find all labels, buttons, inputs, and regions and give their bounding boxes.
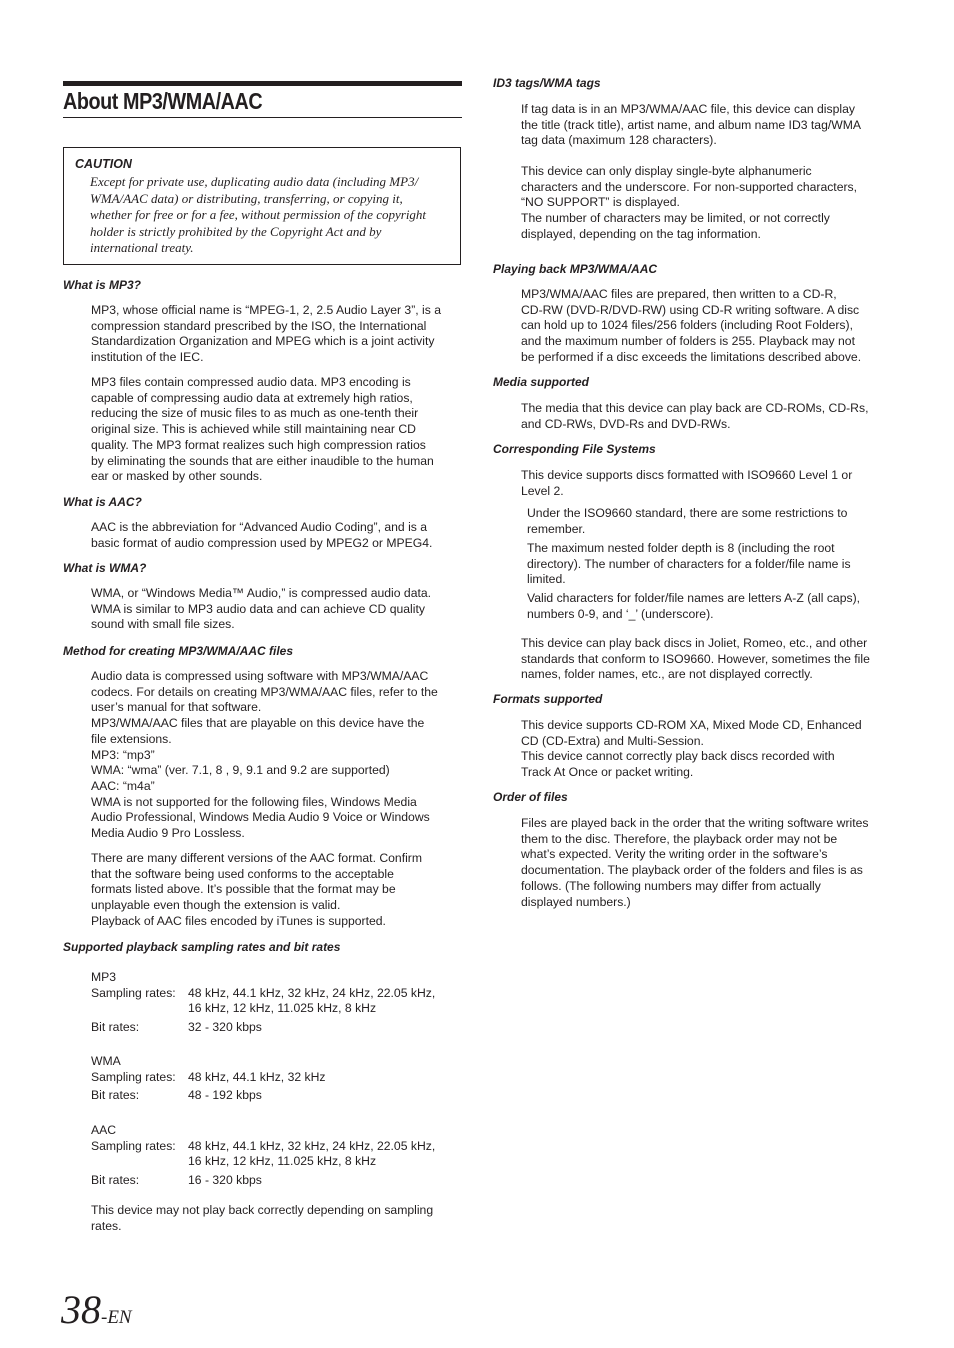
heading-what-is-mp3: What is MP3? [63, 278, 142, 292]
text-line: MP3/WMA/AAC files that are playable on this device have the [91, 716, 425, 731]
text-line: If tag data is in an MP3/WMA/AAC file, this device can display [521, 102, 855, 116]
text-line: MP3, whose official name is “MPEG-1, 2, 2.5 Audio Layer 3”, is a [91, 303, 441, 317]
text-line: Files are played back in the order that the writing software writes [521, 816, 869, 830]
heading-what-is-aac: What is AAC? [63, 495, 142, 509]
text-line: international treaty. [90, 240, 194, 256]
rates-aac-block [91, 1123, 466, 1189]
heading-media-supported: Media supported [493, 375, 590, 389]
text-line: whether for free or for a fee, without permission of the copyright [90, 207, 427, 223]
heading-playing-back: Playing back MP3/WMA/AAC [493, 262, 658, 276]
text-line: and the maximum number of folders is 255. Playback may not [521, 334, 855, 349]
text-line: This device can only display single-byte alphanumeric [521, 164, 812, 178]
text-line: limited. [527, 572, 566, 587]
heading-method: Method for creating MP3/WMA/AAC files [63, 644, 294, 658]
text-line: WMA: “wma” (ver. 7.1, 8 , 9, 9.1 and 9.2 are supported) [91, 763, 390, 778]
text-line: MP3: “mp3” [91, 747, 155, 762]
text-line: This device cannot correctly play back discs recorded with [521, 749, 835, 764]
text-line: Media Audio 9 Pro Lossless. [91, 826, 245, 841]
text-line: unplayable even though the extension is valid. [91, 898, 341, 913]
method-paragraph-2 [91, 851, 466, 930]
text-line: and CD-RWs, DVD-Rs and DVD-RWs. [521, 416, 731, 431]
mp3-sampling-rates: 48 kHz, 44.1 kHz, 32 kHz, 24 kHz, 22.05 kHz, [188, 985, 436, 1000]
heading-id3-tags: ID3 tags/WMA tags [493, 76, 601, 90]
text-line: This device supports CD-ROM XA, Mixed Mode CD, Enhanced [521, 718, 862, 732]
text-line: rates. [91, 1218, 122, 1233]
text-line: holder is strictly prohibited by the Copyright Act and by [90, 223, 382, 239]
caution-box [63, 147, 461, 265]
method-paragraph-1 [91, 669, 466, 842]
text-line: Level 2. [521, 483, 564, 498]
bit-label: Bit rates: [91, 1088, 140, 1103]
text-line: quality. The MP3 format realizes such high compression ratios [91, 437, 426, 452]
text-line: basic format of audio compression used by MPEG2 or MPEG4. [91, 535, 433, 550]
text-line: This device supports discs formatted with ISO9660 Level 1 or [521, 468, 853, 482]
text-line: displayed numbers.) [521, 894, 631, 909]
text-line: codecs. For details on creating MP3/WMA/AAC files, refer to the [91, 684, 438, 699]
text-line: them to the disc. Therefore, the playback order may not be [521, 831, 838, 846]
text-line: original size. This is achieved while still maintaining near CD [91, 422, 416, 437]
playing-paragraph [521, 287, 896, 366]
text-line: documentation. The playback order of the folders and files is as [521, 863, 863, 878]
text-line: “NO SUPPORT” is displayed. [521, 195, 680, 210]
text-line: There are many different versions of the AAC format. Confirm [91, 851, 423, 865]
filesystems-bullet-1 [527, 506, 897, 537]
rates-mp3-block [91, 970, 466, 1036]
text-line: The number of characters may be limited, or not correctly [521, 211, 830, 226]
text-line: user’s manual for that software. [91, 700, 262, 715]
text-line: be performed if a disc exceeds the limitations described above. [521, 349, 862, 364]
filesystems-bullet-3 [527, 591, 897, 622]
text-line: compression standard prescribed by the ISO, the International [91, 318, 427, 333]
heading-file-systems: Corresponding File Systems [493, 442, 656, 456]
text-line: numbers 0-9, and ‘_’ (underscore). [527, 606, 714, 621]
wma-paragraph [91, 586, 466, 633]
text-line: The media that this device can play back are CD-ROMs, CD-Rs, [521, 401, 869, 415]
page-number-suffix: -EN [101, 1307, 132, 1328]
page-number-value: 38 [61, 1287, 101, 1332]
formats-paragraph [521, 718, 896, 781]
text-line: WMA is similar to MP3 audio data and can achieve CD quality [91, 601, 425, 616]
text-line: can hold up to 1024 files/256 folders (including Root Folders), [521, 318, 853, 333]
text-line: file extensions. [91, 731, 172, 746]
sampling-label: Sampling rates: [91, 1069, 176, 1084]
text-line: WMA/AAC data) or distributing, transferring, or copying it, [90, 190, 403, 206]
text-line: that the software being used conforms to the acceptable [91, 866, 394, 881]
text-line: institution of the IEC. [91, 350, 204, 365]
text-line: Audio data is compressed using software with MP3/WMA/AAC [91, 669, 429, 683]
text-line: by eliminating the sounds that are either inaudible to the human [91, 453, 434, 468]
text-line: Standardization Organization and MPEG which is a joint activity [91, 334, 435, 349]
text-line: Except for private use, duplicating audio data (including MP3/ [90, 174, 419, 189]
text-line: AAC is the abbreviation for “Advanced Audio Coding”, and is a [91, 520, 428, 534]
filesystems-paragraph-2 [521, 636, 896, 683]
wma-sampling-rates: 48 kHz, 44.1 kHz, 32 kHz [188, 1069, 326, 1084]
text-line: characters and the underscore. For non-supported characters, [521, 179, 858, 194]
text-line: Track At Once or packet writing. [521, 765, 694, 780]
title-rule [63, 117, 462, 118]
caution-text [90, 174, 454, 257]
text-line: CD (CD-Extra) and Multi-Session. [521, 733, 704, 748]
rates-wma-block [91, 1054, 466, 1104]
page-number [61, 1286, 132, 1342]
caution-label: CAUTION [75, 157, 132, 171]
wma-bit-rates: 48 - 192 kbps [188, 1088, 262, 1103]
text-line: Playback of AAC files encoded by iTunes is supported. [91, 913, 386, 928]
text-line: remember. [527, 521, 586, 536]
text-line: Under the ISO9660 standard, there are some restrictions to [527, 506, 848, 520]
mp3-bit-rates: 32 - 320 kbps [188, 1020, 262, 1035]
heading-order-of-files: Order of files [493, 790, 568, 804]
aac-sampling-rates-cont: 16 kHz, 12 kHz, 11.025 kHz, 8 kHz [188, 1154, 377, 1169]
order-paragraph [521, 816, 896, 910]
text-line: displayed, depending on the tag information. [521, 226, 761, 241]
text-line: WMA is not supported for the following files, Windows Media [91, 794, 417, 809]
text-line: capable of compressing audio data at extremely high ratios, [91, 390, 413, 405]
rates-mp3-name: MP3 [91, 970, 117, 984]
text-line: This device may not play back correctly depending on sampling [91, 1203, 434, 1217]
id3-paragraph-1 [521, 102, 896, 149]
text-line: tag data (maximum 128 characters). [521, 133, 717, 148]
aac-bit-rates: 16 - 320 kbps [188, 1173, 262, 1188]
filesystems-bullet-2 [527, 541, 897, 588]
text-line: This device can play back discs in Joliet, Romeo, etc., and other [521, 636, 868, 650]
text-line: what’s expected. Verity the writing order in the software’s [521, 847, 828, 862]
rates-aac-name: AAC [91, 1123, 117, 1137]
sampling-label: Sampling rates: [91, 1138, 176, 1153]
text-line: the title (track title), artist name, and album name ID3 tag/WMA [521, 117, 862, 132]
heading-what-is-wma: What is WMA? [63, 561, 147, 575]
text-line: sound with small file sizes. [91, 617, 235, 632]
text-line: MP3 files contain compressed audio data. MP3 encoding is [91, 375, 411, 389]
aac-sampling-rates: 48 kHz, 44.1 kHz, 32 kHz, 24 kHz, 22.05 kHz, [188, 1138, 436, 1153]
text-line: WMA, or “Windows Media™ Audio,” is compressed audio data. [91, 586, 432, 600]
mp3-paragraph-1 [91, 303, 466, 366]
aac-paragraph [91, 520, 466, 551]
text-line: Valid characters for folder/file names are letters A-Z (all caps), [527, 591, 861, 605]
text-line: AAC: “m4a” [91, 778, 155, 793]
page-title: About MP3/WMA/AAC [63, 88, 263, 114]
media-paragraph [521, 401, 896, 432]
text-line: names, folder names, etc., are not displayed correctly. [521, 667, 813, 682]
text-line: formats listed above. It’s possible that the format may be [91, 882, 396, 897]
heading-formats-supported: Formats supported [493, 692, 603, 706]
sampling-label: Sampling rates: [91, 985, 176, 1000]
mp3-paragraph-2 [91, 375, 466, 485]
rates-note [91, 1203, 466, 1234]
text-line: reducing the size of music files to as much as one-tenth their [91, 406, 419, 421]
bit-label: Bit rates: [91, 1020, 140, 1035]
text-line: MP3/WMA/AAC files are prepared, then written to a CD-R, [521, 287, 837, 301]
text-line: Audio Professional, Windows Media Audio 9 Voice or Windows [91, 810, 430, 825]
text-line: ear or masked by other sounds. [91, 469, 263, 484]
text-line: follows. (The following numbers may differ from actually [521, 878, 821, 893]
filesystems-paragraph-1 [521, 468, 896, 499]
mp3-sampling-rates-cont: 16 kHz, 12 kHz, 11.025 kHz, 8 kHz [188, 1001, 377, 1016]
rates-wma-name: WMA [91, 1054, 121, 1068]
text-line: directory). The number of characters for a folder/file name is [527, 556, 851, 571]
bit-label: Bit rates: [91, 1173, 140, 1188]
heading-rates: Supported playback sampling rates and bit rates [63, 940, 341, 954]
text-line: The maximum nested folder depth is 8 (including the root [527, 541, 835, 555]
text-line: standards that conform to ISO9660. However, sometimes the file [521, 651, 870, 666]
text-line: CD-RW (DVD-R/DVD-RW) using CD-R writing software. A disc [521, 302, 860, 317]
id3-paragraph-2 [521, 164, 896, 243]
